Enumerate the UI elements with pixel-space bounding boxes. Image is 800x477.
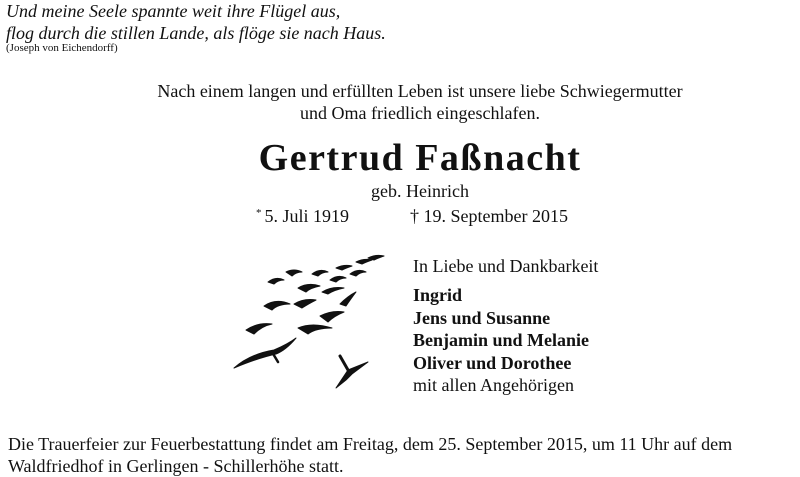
flying-birds-icon xyxy=(228,252,388,392)
mourner-name: Ingrid xyxy=(413,285,463,305)
intro-line: und Oma friedlich eingeschlafen. xyxy=(300,103,540,123)
funeral-service-info xyxy=(8,433,732,477)
poem-quote xyxy=(6,0,386,44)
maiden-name: geb. Heinrich xyxy=(371,181,469,201)
gratitude-line: In Liebe und Dankbarkeit xyxy=(413,256,599,276)
service-line: Waldfriedhof in Gerlingen - Schillerhöhe statt. xyxy=(8,456,344,476)
deceased-name: Gertrud Faßnacht xyxy=(258,137,582,179)
intro-text xyxy=(0,80,800,124)
poem-author: (Joseph von Eichendorff) xyxy=(6,42,118,54)
birth-date xyxy=(256,206,349,227)
mourner-name: Jens und Susanne xyxy=(413,307,551,328)
service-line: Die Trauerfeier zur Feuerbestattung findet am Freitag, dem 25. September 2015, um 11 Uhr auf dem xyxy=(8,434,733,454)
mourner-name: Benjamin und Melanie xyxy=(413,330,590,350)
death-date: † 19. September 2015 xyxy=(410,206,568,226)
poem-line: flog durch die stillen Lande, als flöge sie nach Haus. xyxy=(6,23,386,43)
relatives-line: mit allen Angehörigen xyxy=(413,375,574,395)
mourners-list xyxy=(413,284,589,397)
mourner-name: Oliver und Dorothee xyxy=(413,352,572,373)
poem-line: Und meine Seele spannte weit ihre Flügel aus, xyxy=(6,1,341,21)
birth-date-text: 5. Juli 1919 xyxy=(264,206,350,226)
birth-symbol: * xyxy=(256,207,262,219)
intro-line: Nach einem langen und erfüllten Leben ist unsere liebe Schwiegermutter xyxy=(157,81,683,101)
